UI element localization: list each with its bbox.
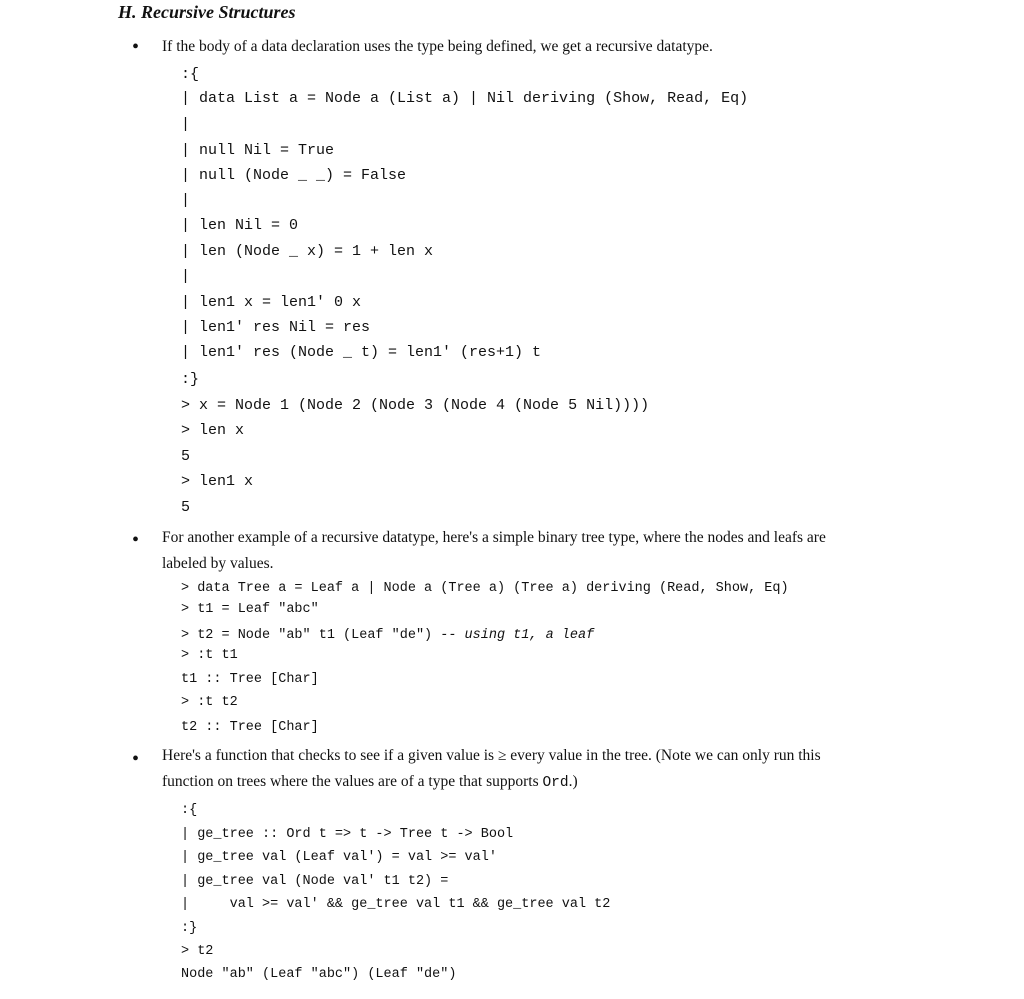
bullet-dot: •	[132, 529, 140, 551]
code-line: | null (Node _ _) = False	[181, 167, 407, 184]
code-line: t2 :: Tree [Char]	[181, 720, 319, 735]
code-line: | len1 x = len1' 0 x	[181, 294, 362, 311]
code-line: | ge_tree :: Ord t => t -> Tree t -> Bool	[181, 827, 514, 842]
code-line: | data List a = Node a (List a) | Nil deriving (Show, Read, Eq)	[181, 90, 749, 107]
code-line: :}	[181, 921, 198, 936]
bullet2-text-line2: labeled by values.	[162, 555, 274, 572]
code-line: t1 :: Tree [Char]	[181, 672, 319, 687]
code-text: > t2 = Node "ab" t1 (Leaf "de")	[181, 628, 441, 643]
code-line-with-comment	[181, 625, 594, 643]
bullet2-text-line1: For another example of a recursive datatype, here's a simple binary tree type, where the nodes and leafs are	[162, 529, 826, 546]
code-line: 5	[181, 448, 191, 465]
bullet-dot: •	[132, 36, 140, 58]
code-line: |	[181, 192, 191, 209]
code-line: | len Nil = 0	[181, 217, 299, 234]
bullet3-text-post: .)	[568, 773, 578, 790]
code-line: > data Tree a = Leaf a | Node a (Tree a) (Tree a) deriving (Read, Show, Eq)	[181, 581, 789, 596]
code-line: |	[181, 268, 191, 285]
code-line: | len (Node _ x) = 1 + len x	[181, 243, 434, 260]
bullet1-text: If the body of a data declaration uses the type being defined, we get a recursive datatype.	[162, 38, 713, 55]
code-line: :}	[181, 371, 200, 388]
code-line: :{	[181, 803, 198, 818]
code-line: > t1 = Leaf "abc"	[181, 602, 319, 617]
bullet3-text-line2	[162, 769, 578, 796]
code-line: > x = Node 1 (Node 2 (Node 3 (Node 4 (Node 5 Nil))))	[181, 397, 650, 414]
code-line: | len1' res (Node _ t) = len1' (res+1) t	[181, 344, 542, 361]
code-line: > t2	[181, 944, 214, 959]
code-line: > :t t2	[181, 695, 238, 710]
code-line: :{	[181, 66, 200, 83]
code-line: | len1' res Nil = res	[181, 319, 371, 336]
code-line: | ge_tree val (Leaf val') = val >= val'	[181, 850, 497, 865]
bullet3-text-line1: Here's a function that checks to see if a given value is ≥ every value in the tree. (Note we can only run this	[162, 747, 821, 764]
code-line: | val >= val' && ge_tree val t1 && ge_tree val t2	[181, 897, 611, 912]
code-line: | null Nil = True	[181, 142, 335, 159]
code-line: |	[181, 116, 191, 133]
section-heading: H. Recursive Structures	[118, 2, 296, 22]
code-comment: -- using t1, a leaf	[440, 628, 595, 643]
code-line: > :t t1	[181, 648, 238, 663]
bullet-dot: •	[132, 748, 140, 770]
code-line: | ge_tree val (Node val' t1 t2) =	[181, 874, 449, 889]
code-line: Node "ab" (Leaf "abc") (Leaf "de")	[181, 967, 457, 982]
code-line: > len x	[181, 422, 245, 439]
code-line: > len1 x	[181, 473, 254, 490]
code-line: 5	[181, 499, 191, 516]
bullet3-text-pre: function on trees where the values are of a type that supports	[162, 773, 543, 790]
inline-code-ord: Ord	[542, 775, 569, 791]
